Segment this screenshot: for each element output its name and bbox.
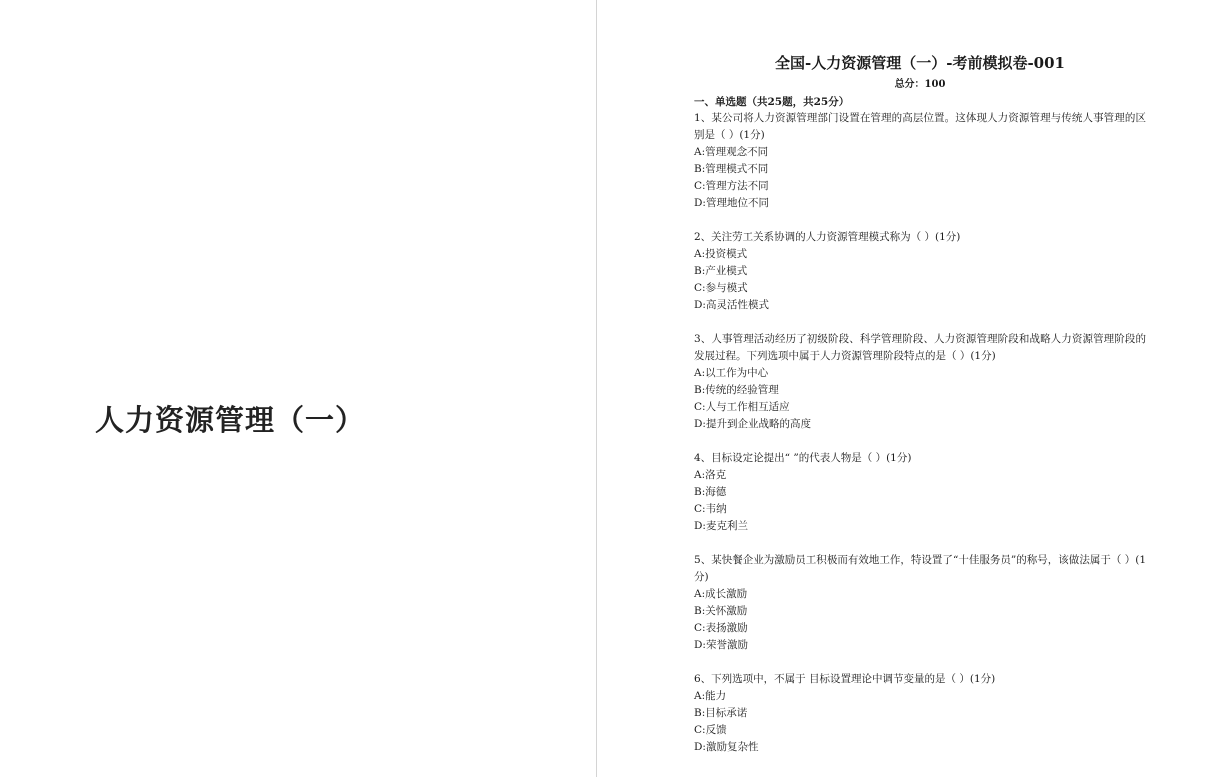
- exam-content: [694, 51, 1146, 773]
- section-heading: 一、单选题（共25题，共25分）: [694, 96, 850, 108]
- option-b: B:海德: [694, 486, 727, 498]
- question-4: [694, 450, 1146, 535]
- option-c: C:参与模式: [694, 282, 748, 294]
- option-a: A:洛克: [694, 469, 727, 481]
- option-d: D:管理地位不同: [694, 197, 769, 209]
- option-d: D:麦克利兰: [694, 520, 748, 532]
- question-2: [694, 229, 1146, 314]
- option-b: B:目标承诺: [694, 707, 748, 719]
- option-b: B:产业模式: [694, 265, 748, 277]
- question-1: [694, 110, 1146, 212]
- option-d: D:高灵活性模式: [694, 299, 769, 311]
- question-stem: 4、目标设定论提出“ ”的代表人物是（ ）(1分): [694, 452, 912, 464]
- option-b: B:传统的经验管理: [694, 384, 779, 396]
- option-a: A:投资模式: [694, 248, 748, 260]
- option-c: C:人与工作相互适应: [694, 401, 790, 413]
- question-3: [694, 331, 1146, 433]
- option-c: C:韦纳: [694, 503, 727, 515]
- question-5: [694, 552, 1146, 654]
- option-b: B:管理模式不同: [694, 163, 769, 175]
- question-stem: 1、某公司将人力资源管理部门设置在管理的高层位置。这体现人力资源管理与传统人事管理的区别是（ ）(1分): [694, 112, 1146, 141]
- option-a: A:管理观念不同: [694, 146, 769, 158]
- cover-page: [0, 0, 596, 777]
- exam-page: [597, 0, 1213, 777]
- option-c: C:管理方法不同: [694, 180, 769, 192]
- question-stem: 3、人事管理活动经历了初级阶段、科学管理阶段、人力资源管理阶段和战略人力资源管理阶段的发展过程。下列选项中属于人力资源管理阶段特点的是（ ）(1分): [694, 333, 1146, 362]
- option-a: A:能力: [694, 690, 727, 702]
- question-stem: 2、关注劳工关系协调的人力资源管理模式称为（ ）(1分): [694, 231, 961, 243]
- option-a: A:以工作为中心: [694, 367, 769, 379]
- option-d: D:荣誉激励: [694, 639, 748, 651]
- question-6: [694, 671, 1146, 756]
- exam-title: 全国-人力资源管理（一）-考前模拟卷-001: [775, 54, 1065, 72]
- option-d: D:提升到企业战略的高度: [694, 418, 811, 430]
- option-b: B:关怀激励: [694, 605, 748, 617]
- total-score: 总分：100: [894, 79, 946, 90]
- cover-title: 人力资源管理（一）: [95, 403, 366, 437]
- option-c: C:反馈: [694, 724, 727, 736]
- question-stem: 6、下列选项中，不属于 目标设置理论中调节变量的是（ ）(1分): [694, 673, 996, 685]
- option-c: C:表扬激励: [694, 622, 748, 634]
- option-d: D:激励复杂性: [694, 741, 759, 753]
- option-a: A:成长激励: [694, 588, 748, 600]
- question-stem: 5、某快餐企业为激励员工积极而有效地工作，特设置了“十佳服务员”的称号，该做法属于（ ）(1分): [694, 554, 1146, 583]
